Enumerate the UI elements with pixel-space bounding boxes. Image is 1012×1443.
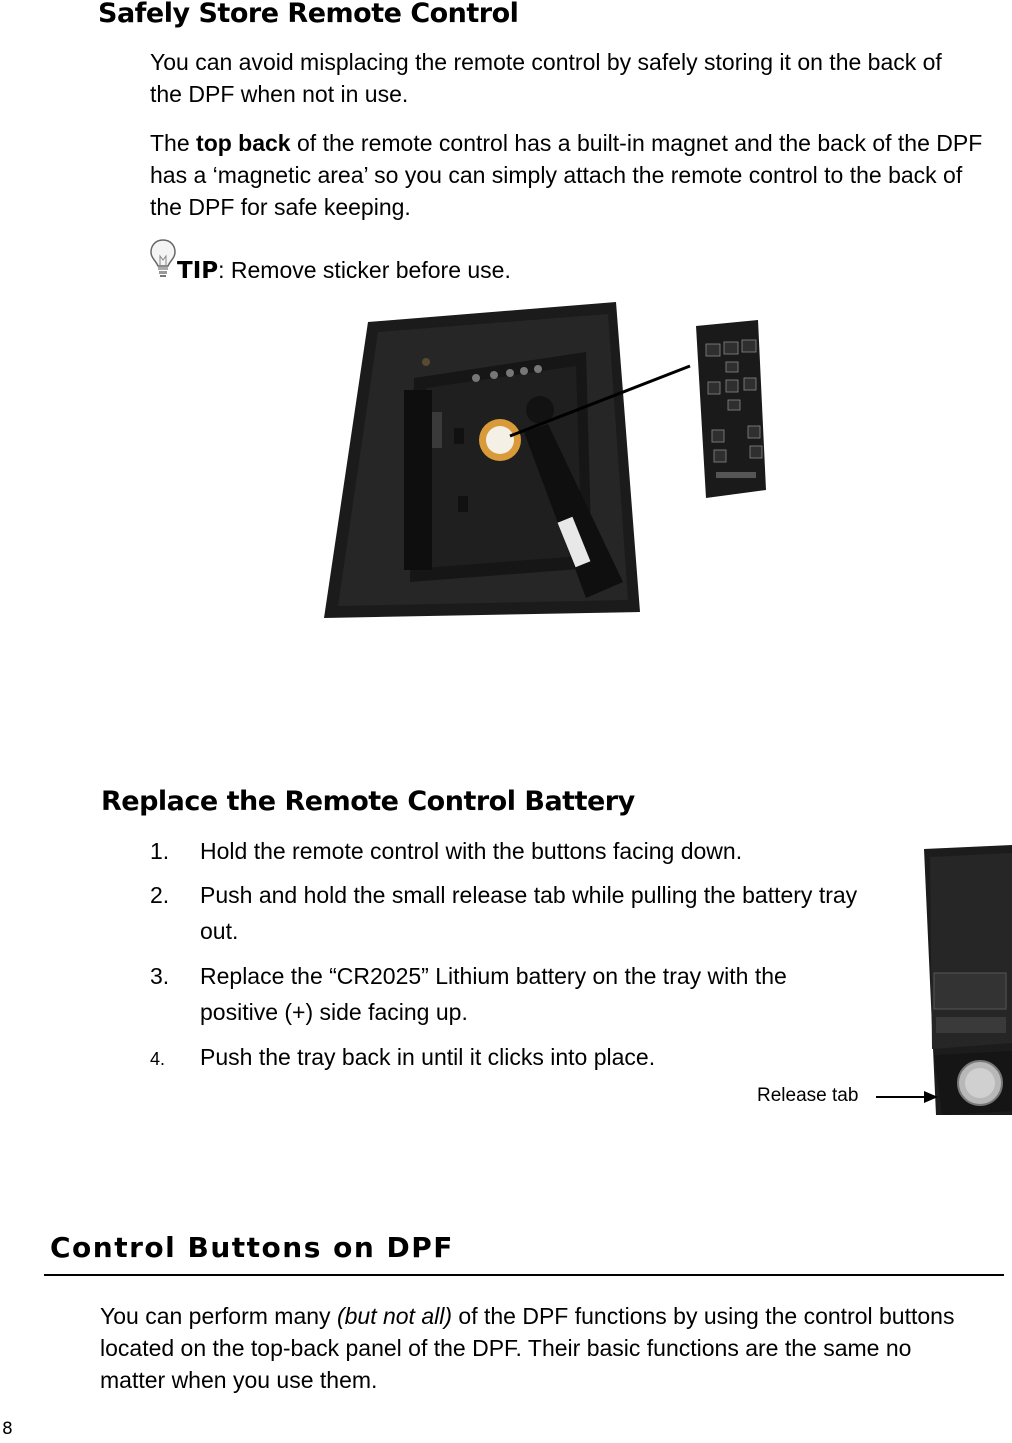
step-item-2: [150, 877, 870, 949]
paragraph-magnet-suffix: of the remote control has a built-in magnet and the back of the DPF has a ‘magnetic area’ so you can simply attach the remote control to the back of the DPF for safe keeping.: [150, 130, 983, 220]
step-text: Hold the remote control with the buttons facing down.: [200, 838, 743, 864]
paragraph-control-buttons: [100, 1300, 970, 1396]
paragraph-suffix: of the DPF functions by using the control buttons located on the top-back panel of the DPF. Their basic functions are the same no matter when you use them.: [100, 1303, 955, 1393]
step-number: 4.: [150, 1049, 166, 1069]
paragraph-avoid-misplacing: You can avoid misplacing the remote control by safely storing it on the back of the DPF when not in use.: [150, 49, 942, 107]
step-number: 2.: [150, 882, 170, 908]
step-item-4: [150, 1039, 880, 1077]
step-item-3: [150, 958, 870, 1030]
paragraph-prefix: You can perform many: [100, 1303, 337, 1329]
step-number: 1.: [150, 838, 170, 864]
tip-line: [177, 254, 511, 287]
section-heading-control-buttons: Control Buttons on DPF: [50, 1231, 454, 1264]
step-number: 3.: [150, 963, 170, 989]
tip-label: TIP: [177, 258, 219, 284]
lightbulb-icon: [148, 237, 178, 279]
dpf-back-photo: [318, 300, 778, 630]
heading-divider: [44, 1274, 1004, 1276]
step-text: Push and hold the small release tab while pulling the battery tray out.: [200, 882, 858, 944]
paragraph-italic: (but not all): [336, 1303, 453, 1329]
section-heading-replace-battery: Replace the Remote Control Battery: [101, 786, 635, 817]
step-text: Push the tray back in until it clicks into place.: [200, 1044, 656, 1070]
tip-text: : Remove sticker before use.: [218, 257, 511, 283]
top-back-bold: top back: [196, 130, 291, 156]
release-tab-label: Release tab: [757, 1085, 859, 1106]
step-item-1: [150, 833, 880, 869]
section-heading-store-remote: Safely Store Remote Control: [98, 0, 519, 29]
paragraph-magnet-prefix: The: [150, 130, 197, 156]
page-number: 8: [2, 1419, 13, 1439]
paragraph-magnet: [150, 127, 990, 223]
remote-battery-photo: [872, 843, 1012, 1115]
step-text: Replace the “CR2025” Lithium battery on the tray with the positive (+) side facing up.: [200, 963, 787, 1025]
